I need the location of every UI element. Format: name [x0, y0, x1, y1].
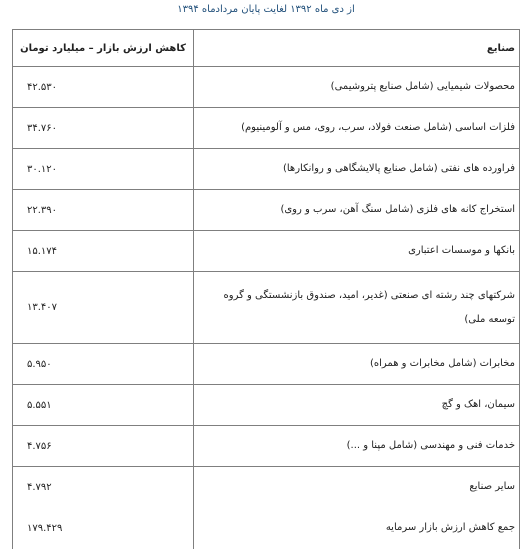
- industry-cell: استخراج کانه های فلزی (شامل سنگ آهن، سرب و روی): [194, 190, 520, 231]
- market-value-table: [12, 29, 520, 549]
- industry-cell: شرکتهای چند رشته ای صنعتی (غدیر، امید، صندوق بازنشستگی و گروه توسعه ملی): [194, 272, 520, 344]
- table-row: [13, 344, 520, 385]
- header-industries: صنایع: [194, 30, 520, 67]
- table-row: [13, 108, 520, 149]
- header-value-decline: کاهش ارزش بازار – میلیارد تومان: [13, 30, 194, 67]
- table-row: [13, 190, 520, 231]
- industry-cell: سایر صنایع: [194, 467, 520, 508]
- total-value-cell: ۱۷۹.۴۲۹: [13, 508, 194, 549]
- value-cell: ۱۳.۴۰۷: [13, 272, 194, 344]
- total-row: [13, 508, 520, 549]
- industry-cell: سیمان، اهک و گچ: [194, 385, 520, 426]
- table-row: [13, 67, 520, 108]
- table-row: [13, 385, 520, 426]
- table-row: [13, 272, 520, 344]
- value-cell: ۳۰.۱۲۰: [13, 149, 194, 190]
- industry-cell: فلزات اساسی (شامل صنعت فولاد، سرب، روی، مس و آلومینیوم): [194, 108, 520, 149]
- industry-cell: فراورده های نفتی (شامل صنایع پالایشگاهی و روانکارها): [194, 149, 520, 190]
- industry-cell: خدمات فنی و مهندسی (شامل مپنا و ...): [194, 426, 520, 467]
- table-row: [13, 231, 520, 272]
- value-cell: ۳۴.۷۶۰: [13, 108, 194, 149]
- value-cell: ۴.۷۹۲: [13, 467, 194, 508]
- table-caption: از دی ماه ۱۳۹۲ لغایت پایان مردادماه ۱۳۹۴: [177, 4, 355, 15]
- industry-cell: محصولات شیمیایی (شامل صنایع پتروشیمی): [194, 67, 520, 108]
- total-label-cell: جمع کاهش ارزش بازار سرمایه: [194, 508, 520, 549]
- table-row: [13, 149, 520, 190]
- value-cell: ۱۵.۱۷۴: [13, 231, 194, 272]
- table-row: [13, 467, 520, 508]
- industry-cell: بانکها و موسسات اعتباری: [194, 231, 520, 272]
- value-cell: ۵.۵۵۱: [13, 385, 194, 426]
- value-cell: ۴۲.۵۳۰: [13, 67, 194, 108]
- value-cell: ۴.۷۵۶: [13, 426, 194, 467]
- value-cell: ۲۲.۳۹۰: [13, 190, 194, 231]
- header-row: [13, 30, 520, 67]
- industry-cell: مخابرات (شامل مخابرات و همراه): [194, 344, 520, 385]
- table-row: [13, 426, 520, 467]
- value-cell: ۵.۹۵۰: [13, 344, 194, 385]
